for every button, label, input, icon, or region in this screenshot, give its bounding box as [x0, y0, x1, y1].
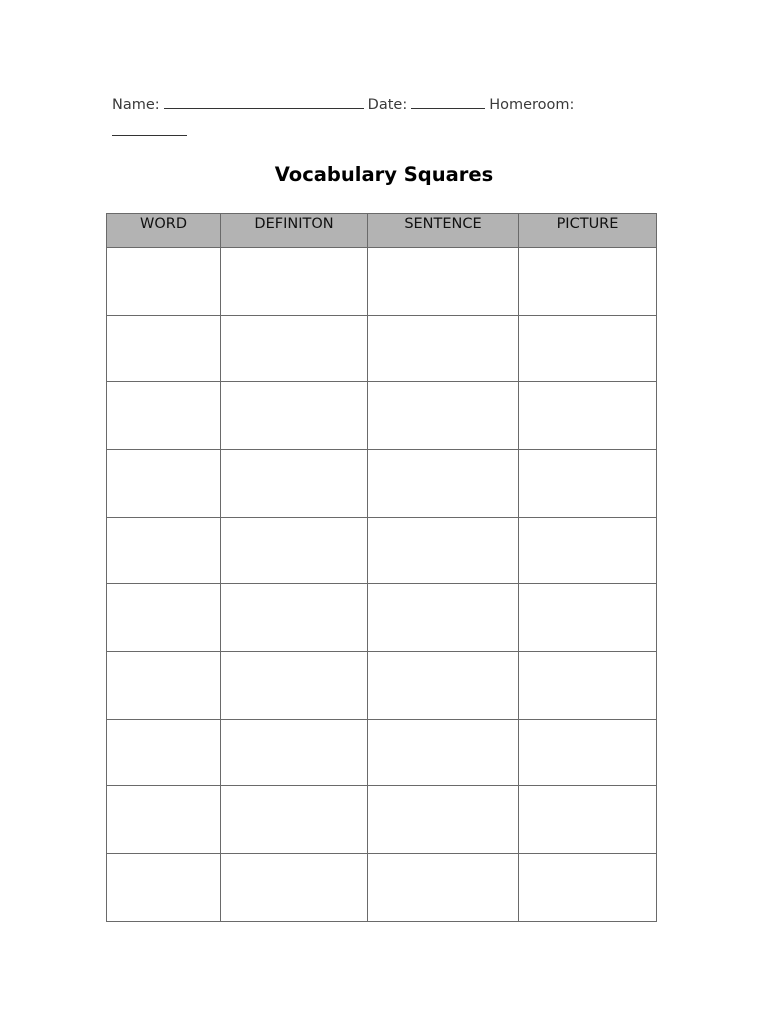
- cell-picture[interactable]: [519, 382, 657, 450]
- cell-sentence[interactable]: [368, 720, 519, 786]
- table-row: [107, 450, 657, 518]
- cell-picture[interactable]: [519, 652, 657, 720]
- table-header-row: [107, 214, 657, 248]
- date-blank[interactable]: [411, 94, 485, 109]
- cell-sentence[interactable]: [368, 786, 519, 854]
- cell-sentence[interactable]: [368, 382, 519, 450]
- cell-picture[interactable]: [519, 720, 657, 786]
- cell-picture[interactable]: [519, 584, 657, 652]
- table-row: [107, 720, 657, 786]
- column-header-picture: PICTURE: [519, 214, 657, 248]
- cell-definition[interactable]: [221, 518, 368, 584]
- cell-word[interactable]: [107, 382, 221, 450]
- student-info-line: [112, 92, 632, 146]
- cell-sentence[interactable]: [368, 652, 519, 720]
- page-title: Vocabulary Squares: [274, 163, 494, 186]
- column-header-sentence: SENTENCE: [368, 214, 519, 248]
- cell-definition[interactable]: [221, 720, 368, 786]
- cell-picture[interactable]: [519, 316, 657, 382]
- cell-word[interactable]: [107, 786, 221, 854]
- cell-sentence[interactable]: [368, 584, 519, 652]
- table-body: [107, 248, 657, 922]
- cell-word[interactable]: [107, 720, 221, 786]
- cell-word[interactable]: [107, 316, 221, 382]
- table-row: [107, 316, 657, 382]
- cell-sentence[interactable]: [368, 316, 519, 382]
- cell-picture[interactable]: [519, 518, 657, 584]
- cell-word[interactable]: [107, 652, 221, 720]
- column-header-definition: DEFINITON: [221, 214, 368, 248]
- table-row: [107, 518, 657, 584]
- cell-word[interactable]: [107, 584, 221, 652]
- name-label: Name:: [112, 97, 160, 113]
- cell-sentence[interactable]: [368, 450, 519, 518]
- date-label: Date:: [367, 97, 408, 113]
- cell-definition[interactable]: [221, 786, 368, 854]
- cell-definition[interactable]: [221, 382, 368, 450]
- table-row: [107, 854, 657, 922]
- cell-definition[interactable]: [221, 316, 368, 382]
- cell-picture[interactable]: [519, 248, 657, 316]
- cell-definition[interactable]: [221, 450, 368, 518]
- table-row: [107, 248, 657, 316]
- cell-picture[interactable]: [519, 450, 657, 518]
- homeroom-blank[interactable]: [112, 121, 187, 136]
- table-row: [107, 584, 657, 652]
- cell-definition[interactable]: [221, 584, 368, 652]
- cell-word[interactable]: [107, 248, 221, 316]
- column-header-word: WORD: [107, 214, 221, 248]
- cell-sentence[interactable]: [368, 248, 519, 316]
- cell-picture[interactable]: [519, 786, 657, 854]
- cell-sentence[interactable]: [368, 854, 519, 922]
- name-blank[interactable]: [164, 94, 364, 109]
- cell-picture[interactable]: [519, 854, 657, 922]
- table-row: [107, 786, 657, 854]
- cell-sentence[interactable]: [368, 518, 519, 584]
- homeroom-label: Homeroom:: [489, 97, 575, 113]
- vocabulary-table: [106, 213, 657, 922]
- cell-word[interactable]: [107, 518, 221, 584]
- cell-definition[interactable]: [221, 652, 368, 720]
- table-row: [107, 652, 657, 720]
- cell-word[interactable]: [107, 450, 221, 518]
- cell-definition[interactable]: [221, 248, 368, 316]
- table-row: [107, 382, 657, 450]
- cell-definition[interactable]: [221, 854, 368, 922]
- cell-word[interactable]: [107, 854, 221, 922]
